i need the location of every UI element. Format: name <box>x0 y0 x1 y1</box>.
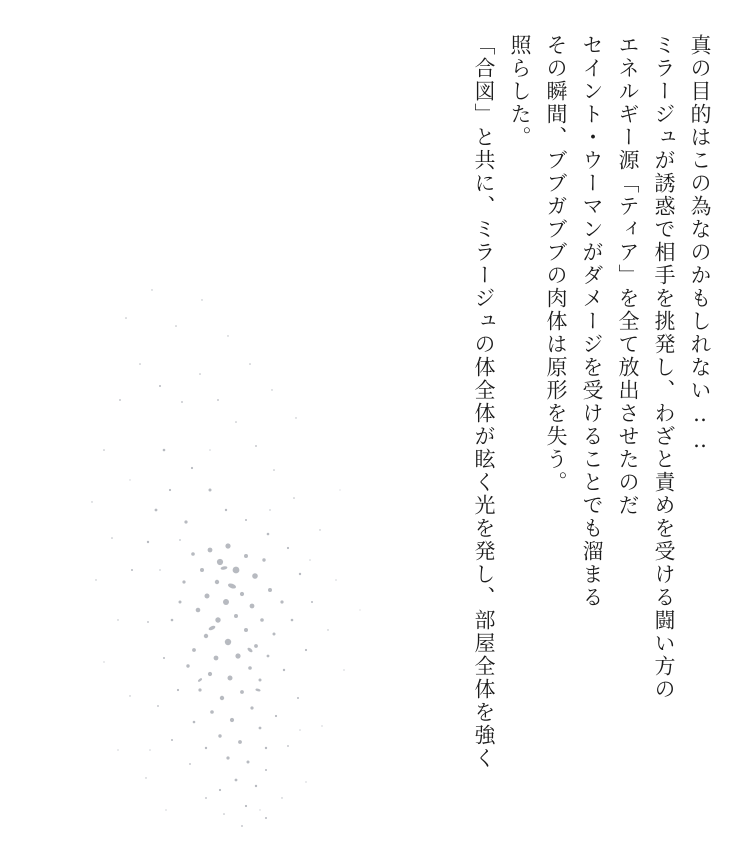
text-column: セイント・ウーマンがダメージを受けることでも溜まる <box>580 34 604 609</box>
text-column: 「合図」と共に、ミラージュの体全体が眩く光を発し、部屋全体を強く <box>472 34 496 770</box>
text-column: ミラージュが誘惑で相手を挑発し、わざと責めを受ける闘い方の <box>652 34 676 701</box>
text-column: 照らした。 <box>508 34 532 149</box>
vertical-text-block <box>473 34 710 834</box>
text-column: エネルギー源「ティア」を全て放出させたのだ <box>616 34 640 517</box>
text-column: 真の目的はこの為なのかもしれない‥‥ <box>688 34 712 454</box>
ink-splatter-artwork <box>60 150 420 830</box>
text-column: その瞬間、ブブガブブの肉体は原形を失う。 <box>544 34 568 494</box>
